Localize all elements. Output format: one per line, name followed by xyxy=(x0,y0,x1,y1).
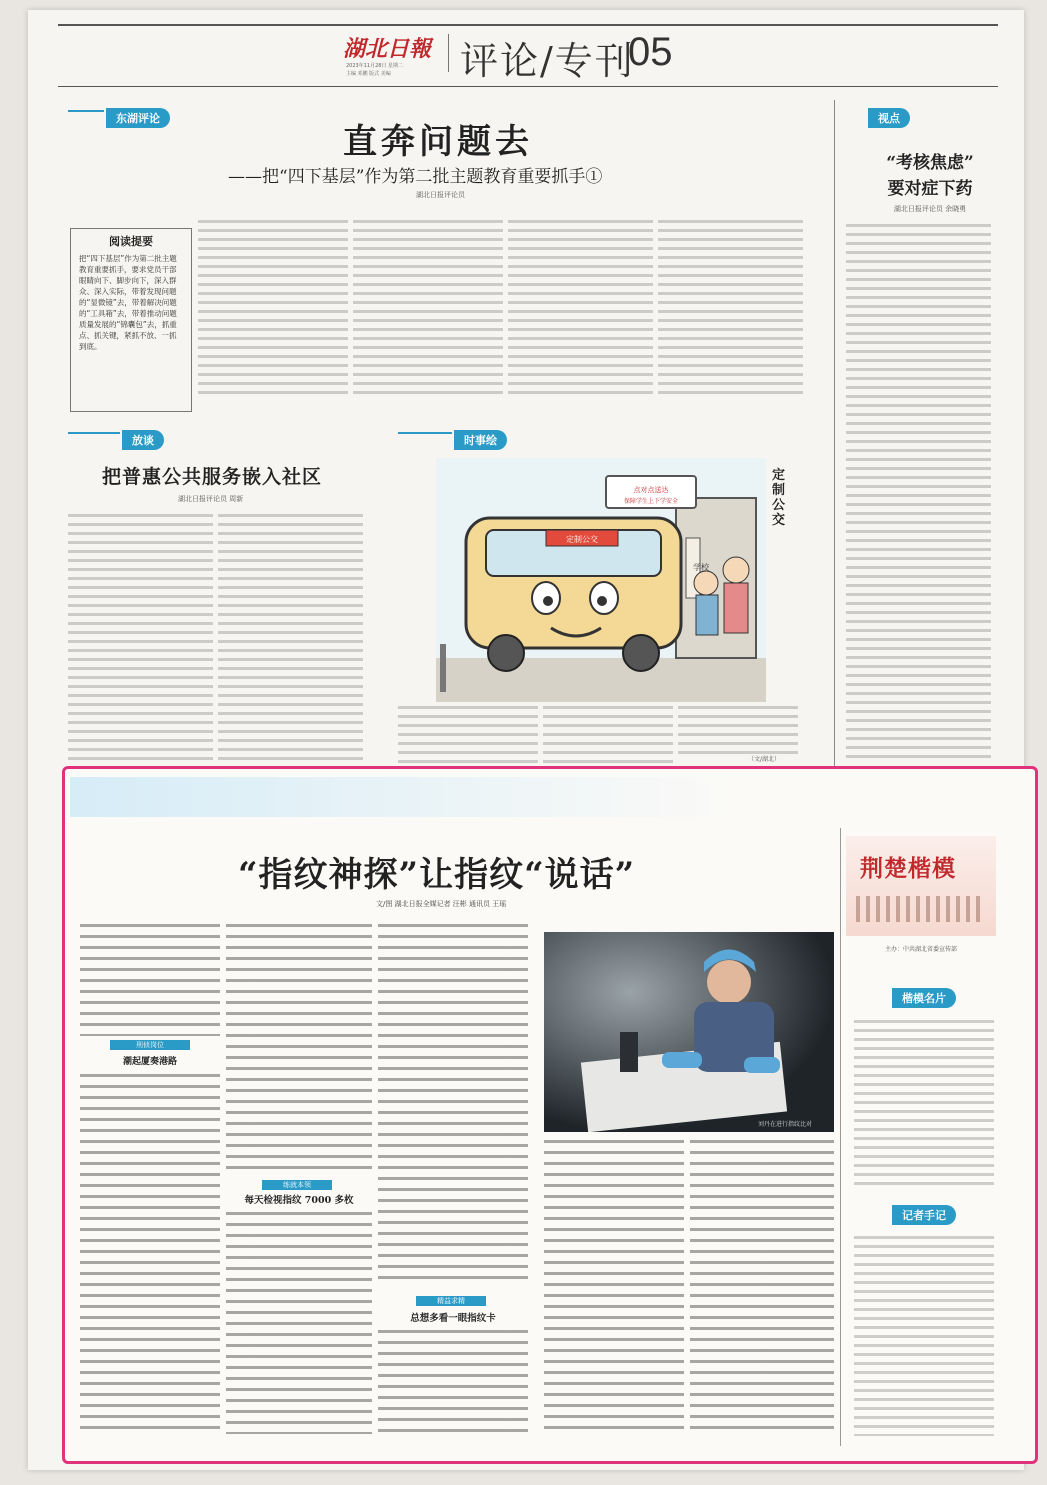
cartoon-sign-line2: 保障学生上下学安全 xyxy=(623,498,679,505)
section-title: 评论/专刊 xyxy=(460,39,635,83)
brand-crowd-graphic xyxy=(856,896,986,922)
feature-sub1-tag: 刑侦岗位 xyxy=(110,1040,190,1050)
top-body-col-1 xyxy=(198,220,348,400)
cartoon-vertical-title: 定制公交 xyxy=(772,468,786,528)
feature-sub3-tag: 精益求精 xyxy=(416,1296,486,1306)
brand-title: 荆楚楷模 xyxy=(860,855,956,882)
cartoon-text-col-2 xyxy=(543,706,673,764)
cartoon-illustration xyxy=(436,458,766,702)
feature-col3-a xyxy=(378,924,528,1280)
feature-photo xyxy=(544,932,834,1132)
top-body-col-4 xyxy=(658,220,803,400)
side-column-divider xyxy=(834,100,835,770)
feature-header-band xyxy=(70,777,1025,817)
brand-banner xyxy=(846,836,996,936)
cartoon-tag: 时事绘 xyxy=(454,430,507,450)
masthead-editor: 主编 邓鹏 版式 美编 xyxy=(346,71,391,77)
top-article-subtitle: ——把“四下基层”作为第二批主题教育重要抓手① xyxy=(228,167,603,187)
cartoon-tag-rule xyxy=(398,432,452,434)
side-byline: 湖北日报评论员 余晓勇 xyxy=(893,205,967,213)
feature-col5 xyxy=(690,1140,834,1434)
side-tag: 视点 xyxy=(868,108,910,128)
cartoon-text-col-3 xyxy=(678,706,798,756)
feature-col2-b xyxy=(226,1212,372,1434)
photo-caption: 刘丹在进行指纹比对 xyxy=(757,1121,812,1128)
masthead-bottom-rule xyxy=(58,86,998,87)
middle-col-1 xyxy=(68,514,213,764)
top-article-title: 直奔问题去 xyxy=(343,122,533,162)
intro-box xyxy=(70,228,192,412)
middle-col-2 xyxy=(218,514,363,764)
cartoon-school-label: 学校 xyxy=(693,563,709,572)
page-number: 05 xyxy=(628,30,673,74)
feature-col4 xyxy=(544,1140,684,1434)
sidebar-section-card: 楷模名片 xyxy=(892,988,956,1008)
sidebar-notes-text xyxy=(854,1236,994,1436)
brand-host: 主办：中共湖北省委宣传部 xyxy=(884,946,957,953)
middle-tag-rule xyxy=(68,432,120,434)
top-body-col-3 xyxy=(508,220,653,400)
sidebar-card-text xyxy=(854,1020,994,1190)
side-title-1: “考核焦虑” xyxy=(886,153,974,173)
feature-col1-b xyxy=(80,1074,220,1434)
masthead-top-rule xyxy=(58,24,998,26)
cartoon-text-col-1 xyxy=(398,706,538,764)
feature-title: “指纹神探”让指纹“说话” xyxy=(238,855,636,895)
sidebar-section-notes: 记者手记 xyxy=(892,1205,956,1225)
side-body xyxy=(846,224,991,764)
feature-col1-a xyxy=(80,924,220,1036)
feature-col3-b xyxy=(378,1330,528,1434)
middle-byline: 湖北日报评论员 周新 xyxy=(178,495,244,503)
tag-rule xyxy=(68,110,104,112)
column-tag-donghu: 东湖评论 xyxy=(106,108,170,128)
side-title-2: 要对症下药 xyxy=(887,179,973,199)
cartoon-sign-line1: 点对点送达 xyxy=(633,486,669,494)
feature-sub2-tag: 练就本领 xyxy=(262,1180,332,1190)
cartoon-end-note: （文/湖北） xyxy=(748,756,781,763)
intro-text: 把“四下基层”作为第二批主题教育重要抓手，要求党员干部眼睛向下、脚步向下，深入群众、深入实际，带着发现问题的“显微镜”去，带着解决问题的“工具箱”去，带着推动问题质量发展的“锦囊包”去，抓重点、抓关键，紧抓不放、一抓到底。 xyxy=(79,254,177,351)
feature-col2-a xyxy=(226,924,372,1176)
feature-byline: 文/图 湖北日报全媒记者 汪彬 通讯员 王瑶 xyxy=(376,900,507,908)
top-article-byline: 湖北日报评论员 xyxy=(416,191,465,199)
middle-tag: 放谈 xyxy=(122,430,164,450)
middle-title: 把普惠公共服务嵌入社区 xyxy=(102,466,323,488)
top-body-col-2 xyxy=(353,220,503,400)
feature-sub1-title: 潮起厦奏港路 xyxy=(122,1057,177,1067)
masthead-divider xyxy=(448,34,449,72)
feature-sub2-title: 每天检视指纹 7000 多枚 xyxy=(244,1195,354,1206)
masthead-date: 2023年11月28日 星期二 xyxy=(346,63,404,69)
feature-sub3-title: 总想多看一眼指纹卡 xyxy=(410,1313,496,1324)
intro-heading: 阅读提要 xyxy=(109,235,153,248)
feature-sidebar-divider xyxy=(840,828,841,1446)
cartoon-bus-label: 定制公交 xyxy=(566,535,598,544)
masthead-logo: 湖北日報 xyxy=(343,36,432,62)
